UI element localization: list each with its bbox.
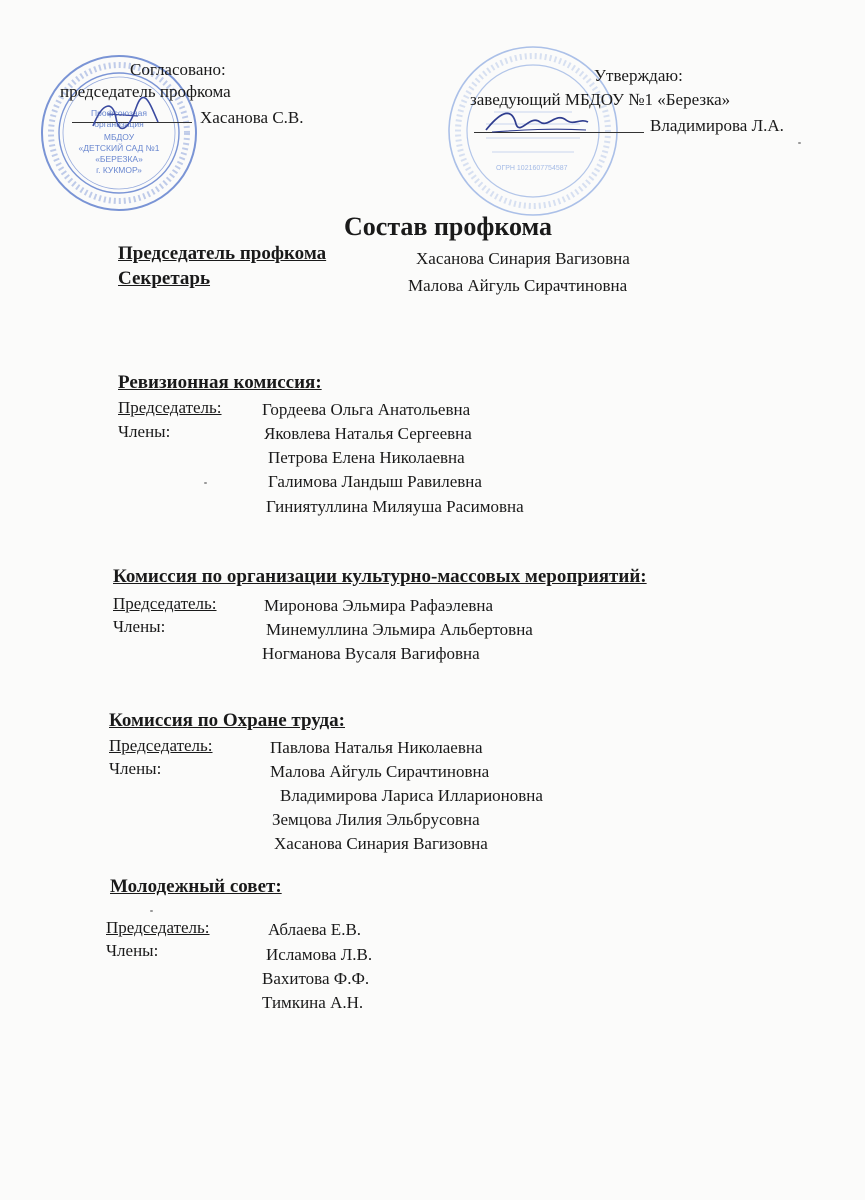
safety-chair: Павлова Наталья Николаевна [270,738,483,757]
secretary-name: Малова Айгуль Сирачтиновна [408,276,628,295]
left-stamp-line-6: г. КУКМОР» [96,165,142,175]
secretary-label: Секретарь [118,268,211,289]
left-stamp-line-4: «ДЕТСКИЙ САД №1 [78,143,160,153]
culture-members-label: Члены: [113,617,166,636]
audit-member: Галимова Ландыш Равилевна [268,472,482,491]
left-stamp-line-1: Профсоюзная [91,108,147,118]
audit-member: Гиниятуллина Миляуша Расимовна [266,497,524,516]
culture-chair: Миронова Эльмира Рафаэлевна [264,596,494,615]
left-approval-name: Хасанова С.В. [200,108,304,127]
audit-members-label: Члены: [118,422,171,441]
page-title: Состав профкома [344,212,553,241]
scan-speck [798,142,801,144]
chair-label: Председатель профкома [118,243,327,264]
left-stamp-line-3: МБДОУ [103,132,135,142]
culture-heading: Комиссия по организации культурно-массовых мероприятий: [113,566,647,587]
safety-heading: Комиссия по Охране труда: [109,710,345,731]
youth-member: Вахитова Ф.Ф. [262,969,370,988]
youth-member: Исламова Л.В. [266,945,373,964]
safety-member: Хасанова Синария Вагизовна [274,834,488,853]
audit-chair-label: Председатель: [118,398,222,417]
right-signature [482,104,592,140]
chair-name: Хасанова Синария Вагизовна [416,249,630,268]
youth-members-label: Члены: [106,941,159,960]
scan-speck [204,482,207,484]
safety-member: Земцова Лилия Эльбрусовна [272,810,480,829]
youth-chair: Аблаева Е.В. [268,920,362,939]
left-stamp-line-2: организация [94,119,144,129]
culture-member: Ногманова Вусаля Вагифовна [262,644,480,663]
safety-chair-label: Председатель: [109,736,213,755]
left-signature [88,96,168,134]
safety-members-label: Члены: [109,759,162,778]
left-stamp-line-5: «БЕРЕЗКА» [95,154,143,164]
safety-member: Малова Айгуль Сирачтиновна [270,762,490,781]
right-approval-name: Владимирова Л.А. [650,116,784,135]
right-approval-role: заведующий МБДОУ №1 «Березка» [470,90,731,109]
audit-heading: Ревизионная комиссия: [118,372,322,393]
audit-member: Яковлева Наталья Сергеевна [264,424,472,443]
culture-member: Минемуллина Эльмира Альбертовна [266,620,533,639]
right-approval-heading: Утверждаю: [594,66,683,85]
audit-member: Петрова Елена Николаевна [268,448,465,467]
scan-speck [150,910,153,912]
safety-member: Владимирова Лариса Илларионовна [280,786,543,805]
culture-chair-label: Председатель: [113,594,217,613]
left-approval-heading: Согласовано: [130,60,226,79]
left-approval-role: председатель профкома [60,82,231,101]
audit-chair: Гордеева Ольга Анатольевна [262,400,471,419]
youth-heading: Молодежный совет: [110,876,282,897]
right-stamp-ogrn: ОГРН 1021607754587 [496,165,568,172]
youth-member: Тимкина А.Н. [262,993,364,1012]
youth-chair-label: Председатель: [106,918,210,937]
